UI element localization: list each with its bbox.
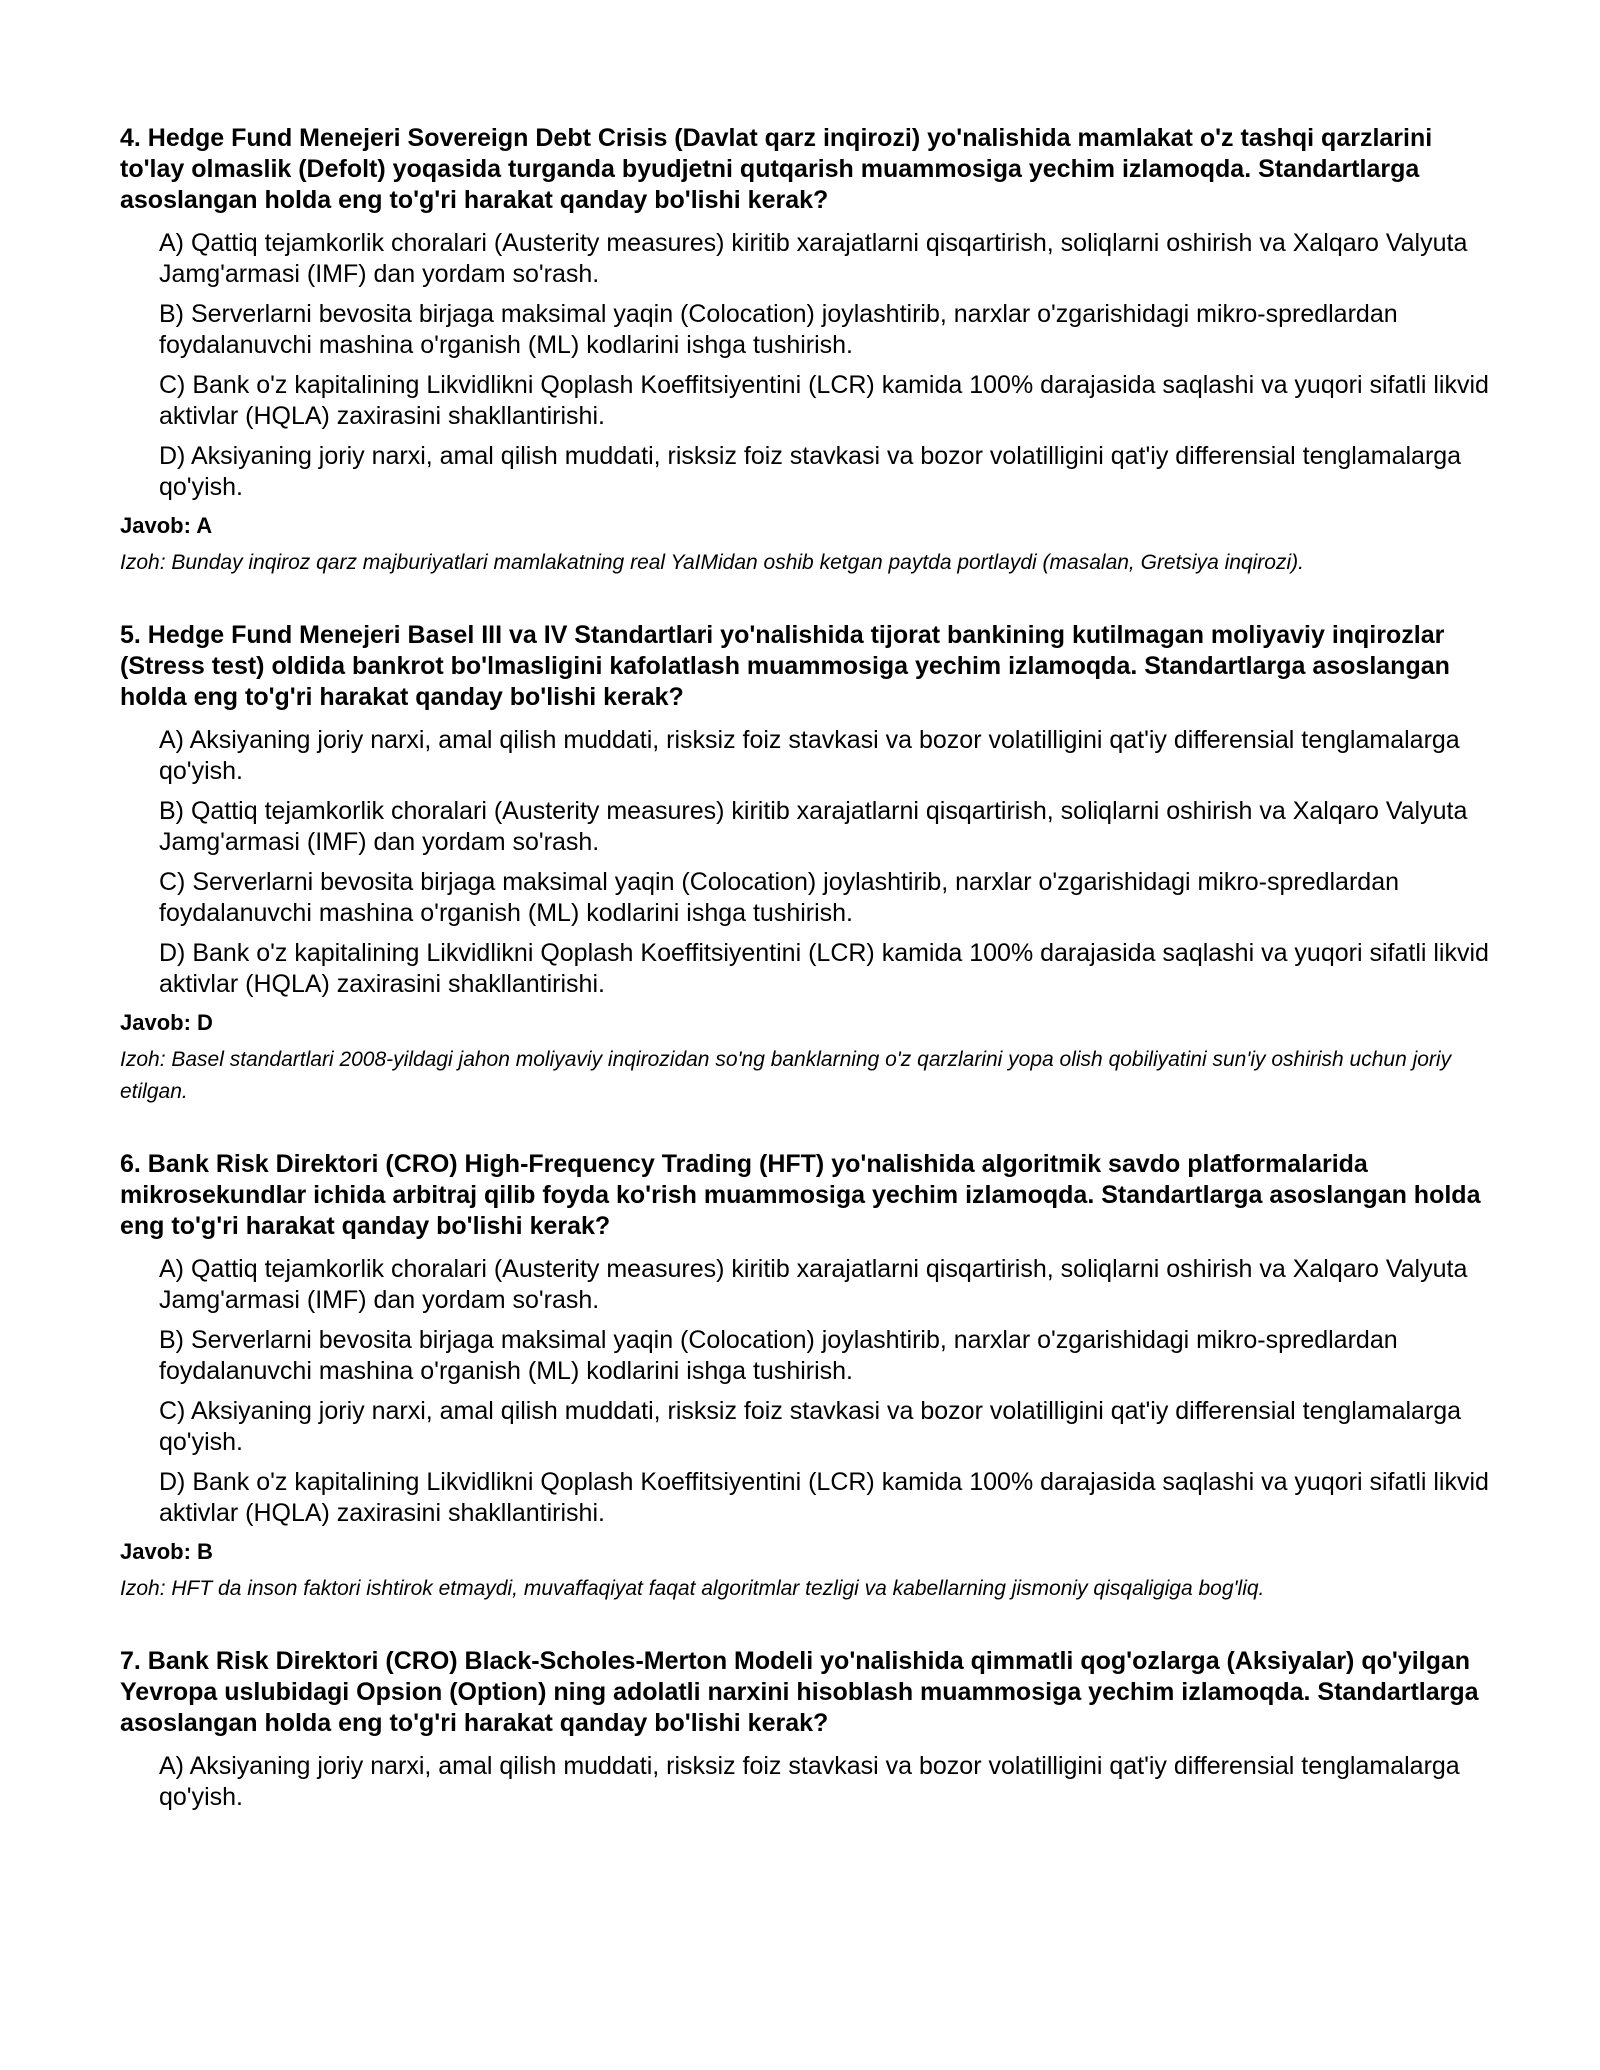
option-a: A) Qattiq tejamkorlik choralari (Austerity measures) kiritib xarajatlarni qisqartirish, soliqlarni oshirish va Xalqaro Valyuta Jamg'armasi (IMF) dan yordam so'rash. [159, 229, 1468, 288]
question-text: 7. Bank Risk Direktori (CRO) Black-Scholes-Merton Modeli yo'nalishida qimmatli qog'ozlarga (Aksiyalar) qo'yilgan Yevropa uslubidagi Opsion (Option) ning adolatli narxini hisoblash muammosiga yechim izlamoqda. Standartlarga asoslangan holda eng to'g'ri harakat qanday bo'lishi kerak? [120, 1647, 1479, 1737]
explanation-text: Izoh: Bunday inqiroz qarz majburiyatlari mamlakatning real YaIMidan oshib ketgan paytda portlaydi (masalan, Gretsiya inqirozi). [120, 551, 1304, 574]
question-text: 6. Bank Risk Direktori (CRO) High-Frequency Trading (HFT) yo'nalishida algoritmik savdo platformalarida mikrosekundlar ichida arbitraj qilib foyda ko'rish muammosiga yechim izlamoqda. Standartlarga asoslangan holda eng to'g'ri harakat qanday bo'lishi kerak? [120, 1150, 1481, 1240]
option-b: B) Qattiq tejamkorlik choralari (Austerity measures) kiritib xarajatlarni qisqartirish, soliqlarni oshirish va Xalqaro Valyuta Jamg'armasi (IMF) dan yordam so'rash. [159, 797, 1468, 856]
option-b: B) Serverlarni bevosita birjaga maksimal yaqin (Colocation) joylashtirib, narxlar o'zgarishidagi mikro-spredlardan foydalanuvchi mashina o'rganish (ML) kodlarini ishga tushirish. [159, 1326, 1398, 1385]
question-6 [120, 1149, 1490, 1605]
answer-label: Javob: A [120, 513, 213, 538]
answer-label: Javob: D [120, 1010, 213, 1035]
option-a: A) Qattiq tejamkorlik choralari (Austerity measures) kiritib xarajatlarni qisqartirish, soliqlarni oshirish va Xalqaro Valyuta Jamg'armasi (IMF) dan yordam so'rash. [159, 1255, 1468, 1314]
explanation-text: Izoh: HFT da inson faktori ishtirok etmaydi, muvaffaqiyat faqat algoritmlar tezligi va kabellarning jismoniy qisqaligiga bog'liq. [120, 1577, 1265, 1600]
option-d: D) Aksiyaning joriy narxi, amal qilish muddati, risksiz foiz stavkasi va bozor volatilligini qat'iy differensial tenglamalarga qo'yish. [159, 442, 1462, 501]
question-5 [120, 620, 1490, 1108]
option-b: B) Serverlarni bevosita birjaga maksimal yaqin (Colocation) joylashtirib, narxlar o'zgarishidagi mikro-spredlardan foydalanuvchi mashina o'rganish (ML) kodlarini ishga tushirish. [159, 300, 1398, 359]
option-d: D) Bank o'z kapitalining Likvidlikni Qoplash Koeffitsiyentini (LCR) kamida 100% darajasida saqlashi va yuqori sifatli likvid aktivlar (HQLA) zaxirasini shakllantirishi. [159, 1468, 1489, 1527]
option-c: C) Aksiyaning joriy narxi, amal qilish muddati, risksiz foiz stavkasi va bozor volatilligini qat'iy differensial tenglamalarga qo'yish. [159, 1397, 1462, 1456]
option-c: C) Bank o'z kapitalining Likvidlikni Qoplash Koeffitsiyentini (LCR) kamida 100% darajasida saqlashi va yuqori sifatli likvid aktivlar (HQLA) zaxirasini shakllantirishi. [159, 371, 1489, 430]
option-c: C) Serverlarni bevosita birjaga maksimal yaqin (Colocation) joylashtirib, narxlar o'zgarishidagi mikro-spredlardan foydalanuvchi mashina o'rganish (ML) kodlarini ishga tushirish. [159, 868, 1400, 927]
answer-label: Javob: B [120, 1539, 213, 1564]
question-text: 5. Hedge Fund Menejeri Basel III va IV Standartlari yo'nalishida tijorat bankining kutilmagan moliyaviy inqirozlar (Stress test) oldida bankrot bo'lmasligini kafolatlash muammosiga yechim izlamoqda. Standartlarga asoslangan holda eng to'g'ri harakat qanday bo'lishi kerak? [120, 621, 1450, 711]
question-4 [120, 123, 1490, 579]
question-text: 4. Hedge Fund Menejeri Sovereign Debt Crisis (Davlat qarz inqirozi) yo'nalishida mamlakat o'z tashqi qarzlarini to'lay olmaslik (Defolt) yoqasida turganda byudjetni qutqarish muammosiga yechim izlamoqda. Standartlarga asoslangan holda eng to'g'ri harakat qanday bo'lishi kerak? [120, 124, 1433, 214]
explanation-text: Izoh: Basel standartlari 2008-yildagi jahon moliyaviy inqirozidan so'ng banklarning o'z qarzlarini yopa olish qobiliyatini sun'iy oshirish uchun joriy etilgan. [120, 1048, 1452, 1103]
question-7 [120, 1646, 1490, 1813]
option-d: D) Bank o'z kapitalining Likvidlikni Qoplash Koeffitsiyentini (LCR) kamida 100% darajasida saqlashi va yuqori sifatli likvid aktivlar (HQLA) zaxirasini shakllantirishi. [159, 939, 1489, 998]
option-a: A) Aksiyaning joriy narxi, amal qilish muddati, risksiz foiz stavkasi va bozor volatilligini qat'iy differensial tenglamalarga qo'yish. [159, 1752, 1460, 1811]
option-a: A) Aksiyaning joriy narxi, amal qilish muddati, risksiz foiz stavkasi va bozor volatilligini qat'iy differensial tenglamalarga qo'yish. [159, 726, 1460, 785]
document-page [120, 123, 1490, 1822]
